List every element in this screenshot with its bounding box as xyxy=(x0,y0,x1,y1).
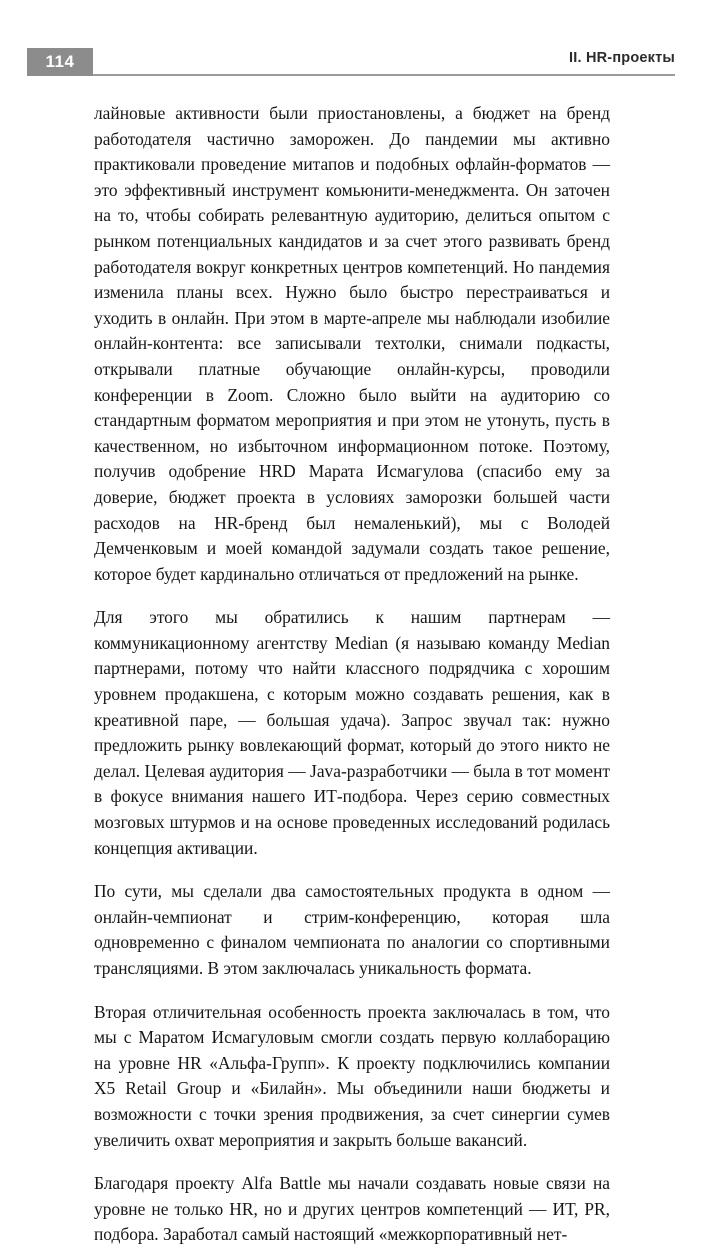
paragraph: лайновые активности были приостановлены, а бюджет на бренд работодателя частично заморожен. До пандемии мы активно практиковали проведение митапов и подобных офлайн-форматов — это эффективный инструмент комьюнити-менеджмента. Он заточен на то, чтобы собирать релевантную аудиторию, делиться опытом с рынком потенциальных кандидатов и за счет этого развивать бренд работодателя вокруг конкретных центров компетенций. Но пандемия изменила планы всех. Нужно было быстро перестраиваться и уходить в онлайн. При этом в марте-апреле мы наблюдали изобилие онлайн-контента: все записывали техтолки, снимали подкасты, открывали платные обучающие онлайн-курсы, проводили конференции в Zoom. Сложно было выйти на аудиторию со стандартным форматом мероприятия и при этом не утонуть, пусть в качественном, но избыточном информационном потоке. Поэтому, получив одобрение HRD Марата Исмагулова (спасибо ему за доверие, бюджет проекта в условиях заморозки большей части расходов на HR-бренд был немаленький), мы с Володей Демченковым и моей командой задумали создать такое решение, которое будет кардинально отличаться от предложений на рынке. xyxy=(94,103,610,584)
running-head xyxy=(0,48,702,78)
paragraph: Вторая отличительная особенность проекта заключалась в том, что мы с Маратом Исмагуловым смогли создать первую коллаборацию на уровне HR «Альфа-Групп». К проекту подключились компании X5 Retail Group и «Билайн». Мы объединили наши бюджеты и возможности с точки зрения продвижения, за счет синергии сумев увеличить охват мероприятия и закрыть больше вакансий. xyxy=(94,1001,610,1150)
page-number: 114 xyxy=(45,52,75,71)
header-divider xyxy=(93,74,675,76)
paragraph: По сути, мы сделали два самостоятельных продукта в одном — онлайн-чемпионат и стрим-конференцию, которая шла одновременно с финалом чемпионата по аналогии со спортивными трансляциями. В этом заключалась уникальность формата. xyxy=(94,881,610,978)
running-title: II. HR-проекты xyxy=(569,50,675,66)
paragraph: Для этого мы обратились к нашим партнерам — коммуникационному агентству Median (я называю команду Median партнерами, потому что найти классного подрядчика с хорошим уровнем продакшена, с которым можно создавать решения, как в креативной паре, — большая удача). Запрос звучал так: нужно предложить рынку вовлекающий формат, который до этого никто не делал. Целевая аудитория — Java-разработчики — была в тот момент в фокусе внимания нашего ИТ-подбора. Через серию совместных мозговых штурмов и на основе проведенных исследований родилась концепция активации. xyxy=(94,607,610,858)
text-column xyxy=(94,101,610,1248)
paragraph: Благодаря проекту Alfa Battle мы начали создавать новые связи на уровне не только HR, но и других центров компетенций — ИТ, PR, подбора. Заработал самый настоящий «межкорпоративный нет- xyxy=(94,1173,610,1245)
